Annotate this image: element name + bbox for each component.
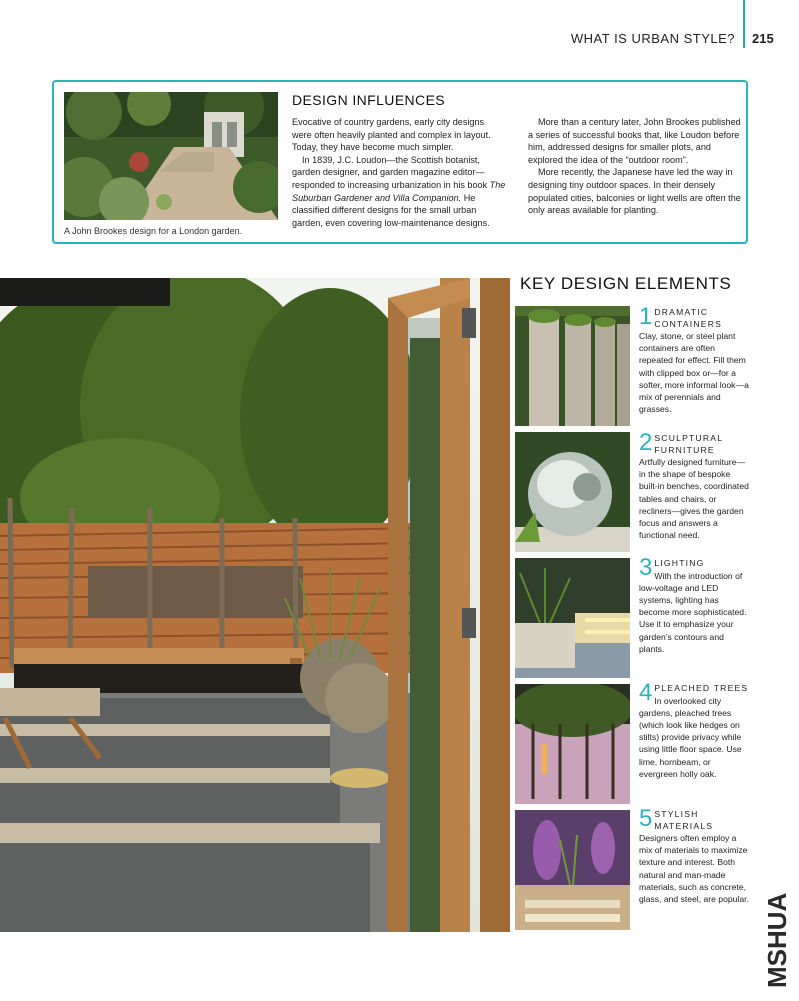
element-number: 3 [639,554,653,581]
element-text: Clay, stone, or steel plant containers are often repeated for effect. Fill them with clipped box or—for a softer, more informal look—a mix of perennials and grasses. [639,331,749,415]
element-text: In overlooked city gardens, pleached trees (which look like hedges on stilts) provide privacy while using little floor space. Use lime, hornbeam, or evergreen holly oak. [639,695,742,779]
paragraph-text: In 1839, J.C. Loudon—the Scottish botanist, garden designer, and garden magazine editor—responded to increasing urbanization in his book [292,154,490,190]
lighting-photo [515,558,630,678]
paragraph: More recently, the Japanese have led the way in designing tiny outdoor spaces. In their densely populated cities, balconies or light wells are often the only areas available for planting. [528,167,741,216]
text-column-2 [528,116,742,217]
john-brookes-garden-photo [64,92,278,220]
element-number: 4 [639,679,653,706]
text-column-1 [292,116,506,229]
paragraph-text: He classified different designs for the small urban garden, even covering low-maintenance designs. [292,192,490,228]
header-rule [743,0,745,48]
section-title: DESIGN INFLUENCES [292,92,446,108]
watermark [762,880,792,990]
pleached-trees-photo [515,684,630,804]
design-influences-box [52,80,748,244]
paragraph: More than a century later, John Brookes published a series of successful books that, like Loudon before him, addressed designs for smaller plots, and explored the idea of the “outdoor room”. [528,117,741,165]
stylish-materials-photo [515,810,630,930]
element-dramatic-containers [639,303,751,415]
watermark-text: MSHUA [762,892,792,988]
element-text: Artfully designed furniture—in the shape of bespoke built-in benches, coordinated tables and chairs, or recliners—gives the garden focus and answers a functional need. [639,457,749,541]
element-pleached-trees [639,679,751,780]
courtyard-garden-photo [0,278,510,932]
key-elements-title: KEY DESIGN ELEMENTS [520,274,732,293]
element-name: LIGHTING [654,558,705,568]
page-number: 215 [752,31,774,46]
element-name: STYLISH MATERIALS [654,809,714,831]
element-stylish-materials [639,805,751,905]
book-title: The Suburban Gardener and Villa Companion. [292,179,506,203]
paragraph: Evocative of country gardens, early city designs were often heavily planted and complex in layout. Today, they have become much simpler. [292,117,491,153]
element-number: 5 [639,805,653,832]
element-text: Designers often employ a mix of materials to maximize texture and interest. Both natural and man-made materials, such as concrete, glass, and steel, are popular. [639,833,749,905]
element-sculptural-furniture [639,429,751,541]
containers-photo [515,306,630,426]
paragraph [292,154,506,230]
photo-caption: A John Brookes design for a London garden. [64,226,243,236]
element-number: 1 [639,303,653,330]
element-lighting [639,554,751,655]
sculptural-furniture-photo [515,432,630,552]
element-name: SCULPTURAL FURNITURE [654,433,723,455]
element-name: PLEACHED TREES [654,683,749,693]
element-name: DRAMATIC CONTAINERS [654,307,723,329]
element-text: With the introduction of low-voltage and LED systems, lighting has become more sophisticated. Use it to emphasize your garden’s contours and plants. [639,570,747,654]
element-number: 2 [639,429,653,456]
running-head: WHAT IS URBAN STYLE? [570,31,735,46]
